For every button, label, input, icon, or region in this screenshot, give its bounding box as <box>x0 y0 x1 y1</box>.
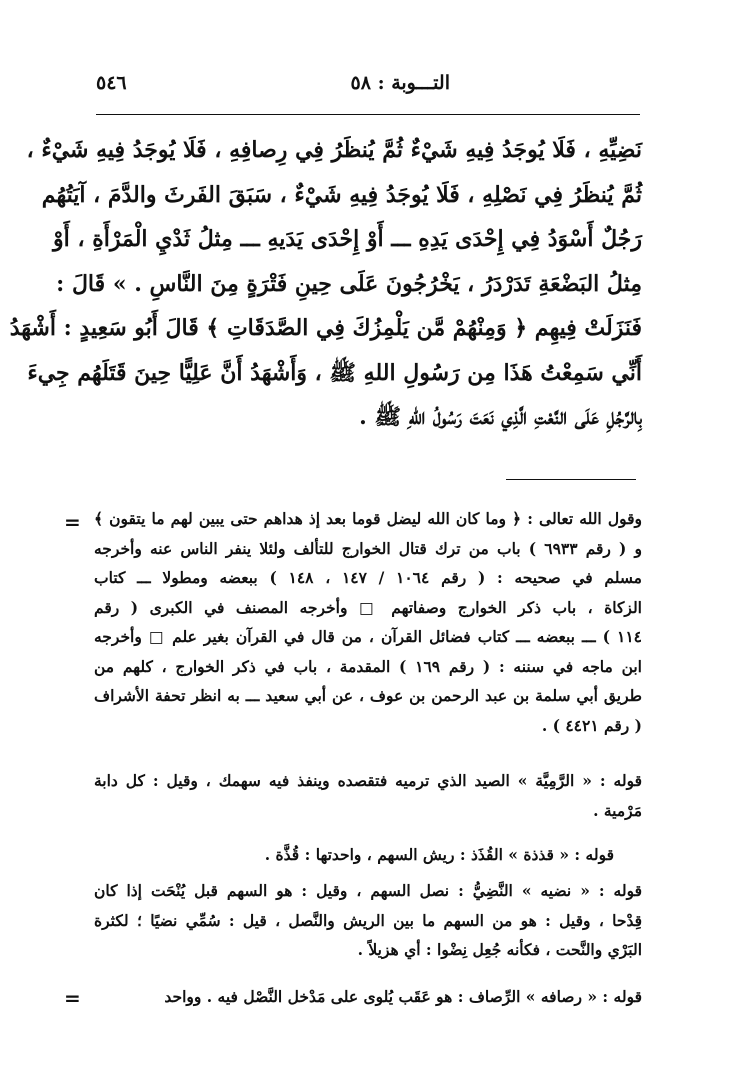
footnote-line: ابن ماجه في سننه : ( رقم ١٦٩ ) المقدمة ، باب في ذكر الخوارج ، كلهم من <box>94 656 642 676</box>
text-line: ثُمَّ يُنظَرُ فِي نَصْلِهِ ، فَلَا يُوجَدُ فِيهِ شَيْءٌ ، سَبَقَ الفَرثَ والدَّمَ ، آيَتُهُم <box>41 181 642 208</box>
footnote-line: قِدْحا ، وقيل : هو من السهم ما بين الريش والنَّصل ، قيل : سُمِّي نضيًا ؛ لكثرة <box>94 910 642 930</box>
footnote-line: البَرْي والنَّحت ، فكأنه جُعِل نِضْوا : أي هزيلاً . <box>357 940 642 959</box>
text-line: نَضِيِّهِ ، فَلَا يُوجَدُ فِيهِ شَيْءٌ ثُمَّ يُنظَرُ فِي رِصافِهِ ، فَلَا يُوجَدُ فِيهِ شَيْءٌ ، <box>26 137 642 163</box>
footnote-line: وقول الله تعالى : ﴿ وما كان الله ليضل قوما بعد إذ هداهم حتى يبين لهم ما يتقون ﴾ <box>94 509 642 528</box>
page-number: ٥٤٦ <box>96 72 127 94</box>
footnote-line: الزكاة ، باب ذكر الخوارج وصفاتهم □ وأخرجه المصنف في الكبرى ( رقم <box>94 597 642 617</box>
footnote-ramiyya <box>94 766 642 825</box>
hadith-text <box>9 128 642 440</box>
footnote-line: و ( رقم ٦٩٣٣ ) باب من ترك قتال الخوارج للتألف ولئلا ينفر الناس عنه وأخرجه <box>94 538 643 558</box>
text-line: فَنَزَلَتْ فِيهِم ﴿ وَمِنْهُمْ مَّن يَلْمِزُكَ فِي الصَّدَقَاتِ ﴾ قَالَ أَبُو سَعِيدٍ : أَشْهَدُ <box>9 315 642 341</box>
text-line: بِالرَّجُلِ عَلَى النَّعْتِ الَّذِي نَعَتَ رَسُولُ اللهِ ﷺ . <box>359 404 642 430</box>
footnote-line: قوله : « نضيه » النَّضِيُّ : نصل السهم ، وقيل : هو السهم قبل يُنْحَت إذا كان <box>94 881 642 900</box>
continuation-mark-top: = <box>64 510 81 534</box>
text-line: مِثلُ البَضْعَةِ تَدَرْدَرُ ، يَخْرُجُونَ عَلَى حِينِ فَتْرَةٍ مِنَ النَّاسِ . » قَالَ : <box>56 270 642 297</box>
footnote-line: قوله : « الرَّمِيَّة » الصيد الذي ترميه فتقصده وينفذ فيه سهمك ، وقيل : كل دابة <box>94 771 642 790</box>
text-line: رَجُلٌ أَسْوَدُ فِي إِحْدَى يَدِهِ ـــ أَوْ إِحْدَى يَدَيهِ ـــ مِثلُ ثَدْيِ الْمَرْأَةِ ، أَوْ <box>53 226 642 252</box>
page-header <box>96 72 640 108</box>
running-title: التـــوبة : ٥٨ <box>350 72 450 94</box>
header-divider <box>96 114 640 115</box>
footnote-line: ١١٤ ) ـــ ببعضه ـــ كتاب فضائل القرآن ، من قال في القرآن بغير علم □ وأخرجه <box>94 627 642 646</box>
footnote-takhrij <box>94 504 642 740</box>
footnote-line: قوله : « قذذة » القُذَذ : ريش السهم ، واحدتها : قُذَّة . <box>264 845 614 864</box>
footnote-qudhadh <box>94 840 642 870</box>
footnote-divider <box>506 479 636 480</box>
continuation-mark-bottom: = <box>64 986 81 1010</box>
text-line: أَنِّي سَمِعْتُ هَذَا مِن رَسُولِ اللهِ ﷺ ، وَأَشْهَدُ أَنَّ عَلِيًّا حِينَ قَتَلَهُم جِيءَ <box>27 359 642 386</box>
footnote-line: ( رقم ٤٤٢١ ) . <box>541 715 642 735</box>
footnote-nadiyy <box>94 876 642 965</box>
footnote-line: طريق أبي سلمة بن عبد الرحمن بن عوف ، عن أبي سعيد ـــ به انظر تحفة الأشراف <box>94 686 642 705</box>
footnote-line: مسلم في صحيحه : ( رقم ١٠٦٤ / ١٤٧ ، ١٤٨ ) ببعضه ومطولا ـــ كتاب <box>94 568 642 587</box>
footnote-risaf <box>94 982 642 1012</box>
footnote-line: مَرْمية . <box>593 800 642 820</box>
footnote-line: قوله : « رصافه » الرِّصاف : هو عَقَب يُلوى على مَدْخل النَّصْل فيه . وواحد <box>164 987 642 1006</box>
